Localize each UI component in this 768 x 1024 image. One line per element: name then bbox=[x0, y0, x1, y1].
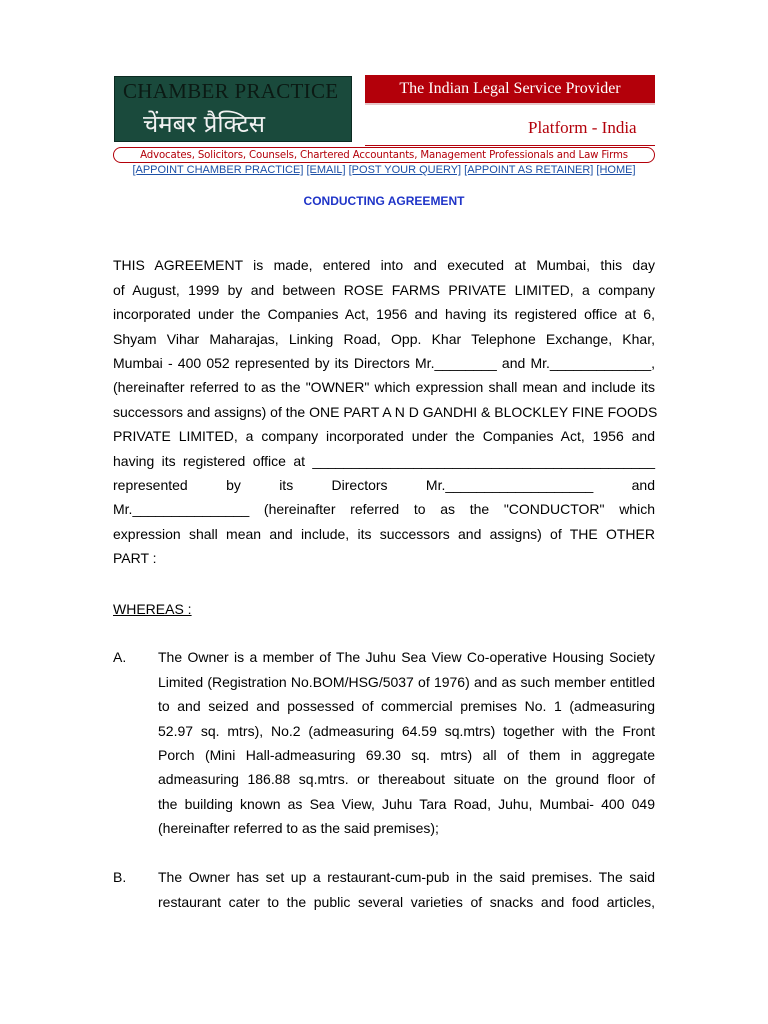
intro-line: Shyam Vihar Maharajas, Linking Road, Opp. Khar Telephone Exchange, Khar, bbox=[113, 331, 655, 347]
header-divider bbox=[365, 145, 655, 146]
clause-line: Porch (Mini Hall-admeasuring 69.30 sq. mtrs) all of them in aggregate bbox=[158, 747, 655, 763]
clause-marker: B. bbox=[113, 869, 127, 885]
whereas-heading: WHEREAS : bbox=[113, 601, 192, 617]
intro-line: successors and assigns) of the ONE PART A N D GANDHI & BLOCKLEY FINE FOODS bbox=[113, 404, 658, 420]
intro-line: THIS AGREEMENT is made, entered into and executed at Mumbai, this day bbox=[113, 257, 655, 273]
intro-line: represented by its Directors Mr.___________________ and bbox=[113, 477, 655, 493]
tagline-text: The Indian Legal Service Provider bbox=[399, 80, 621, 97]
logo-hindi-text: चेंमबर प्रैक्टिस bbox=[143, 110, 266, 138]
intro-line: having its registered office at ____________________________________________ bbox=[113, 453, 655, 469]
clause-line: The Owner is a member of The Juhu Sea View Co-operative Housing Society bbox=[158, 649, 655, 665]
platform-label: Platform - India bbox=[528, 118, 637, 137]
intro-line: PRIVATE LIMITED, a company incorporated under the Companies Act, 1956 and bbox=[113, 428, 655, 444]
nav-link-home[interactable]: [HOME] bbox=[596, 164, 636, 176]
clause-line: to and seized and possessed of commercial premises No. 1 (admeasuring bbox=[158, 698, 655, 714]
clause-line: (hereinafter referred to as the said premises); bbox=[158, 820, 439, 836]
professionals-text: Advocates, Solicitors, Counsels, Chartered Accountants, Management Professionals and Law Firms bbox=[140, 149, 628, 161]
intro-line: (hereinafter referred to as the "OWNER" which expression shall mean and include its bbox=[113, 379, 655, 395]
clause-line: admeasuring 186.88 sq.mtrs. or thereabout situate on the ground floor of bbox=[158, 771, 655, 787]
clause-line: The Owner has set up a restaurant-cum-pub in the said premises. The said bbox=[158, 869, 655, 885]
chamber-practice-logo[interactable] bbox=[114, 76, 352, 142]
nav-link-appoint-chamber-practice[interactable]: [APPOINT CHAMBER PRACTICE] bbox=[132, 164, 304, 176]
intro-line: incorporated under the Companies Act, 1956 and having its registered office at 6, bbox=[113, 306, 655, 322]
intro-line: expression shall mean and include, its successors and assigns) of THE OTHER bbox=[113, 526, 655, 542]
intro-line: Mumbai - 400 052 represented by its Directors Mr.________ and Mr._____________, bbox=[113, 355, 655, 371]
tagline-banner bbox=[365, 75, 655, 105]
nav-link-post-query[interactable]: [POST YOUR QUERY] bbox=[348, 164, 462, 176]
intro-line: PART : bbox=[113, 550, 157, 566]
logo-english-text: CHAMBER PRACTICE bbox=[123, 79, 339, 103]
intro-line: Mr._______________ (hereinafter referred to as the "CONDUCTOR" which bbox=[113, 501, 655, 517]
clause-line: the building known as Sea View, Juhu Tara Road, Juhu, Mumbai- 400 049 bbox=[158, 796, 655, 812]
document-title: CONDUCTING AGREEMENT bbox=[303, 194, 465, 208]
professionals-banner bbox=[113, 147, 655, 163]
nav-link-email[interactable]: [EMAIL] bbox=[306, 164, 346, 176]
nav-link-appoint-retainer[interactable]: [APPOINT AS RETAINER] bbox=[464, 164, 594, 176]
clause-marker: A. bbox=[113, 649, 127, 665]
clause-line: restaurant cater to the public several varieties of snacks and food articles, bbox=[158, 894, 655, 910]
intro-line: of August, 1999 by and between ROSE FARMS PRIVATE LIMITED, a company bbox=[113, 282, 655, 298]
clause-line: 52.97 sq. mtrs), No.2 (admeasuring 64.59 sq.mtrs) together with the Front bbox=[158, 723, 655, 739]
top-nav-links bbox=[0, 164, 768, 176]
clause-line: Limited (Registration No.BOM/HSG/5037 of 1976) and as such member entitled bbox=[158, 674, 655, 690]
